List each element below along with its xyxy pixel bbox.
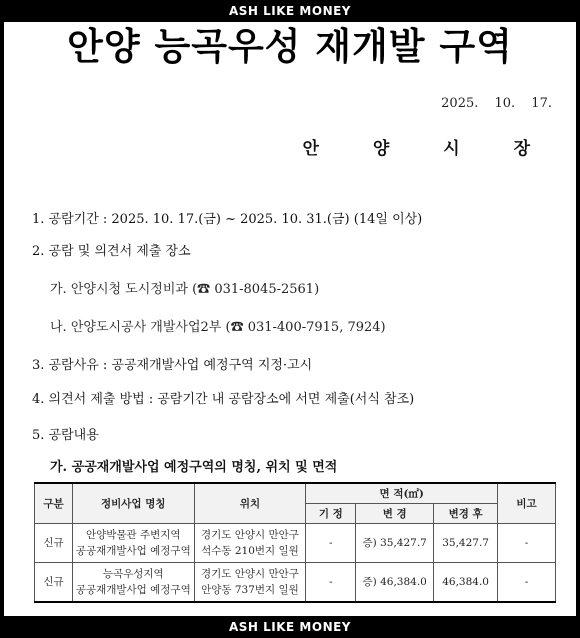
item-place-b: 나. 안양도시공사 개발사업2부 (☎ 031-400-7915, 7924): [50, 320, 386, 335]
item-method: 4. 의견서 제출 방법 : 공람기간 내 공람장소에 서면 제출(서식 참조): [32, 392, 415, 407]
item-place-a: 가. 안양시청 도시정비과 (☎ 031-8045-2561): [50, 282, 320, 297]
item-reason: 3. 공람사유 : 공공재개발사업 예정구역 지정·고시: [32, 358, 313, 373]
cell-location: [194, 524, 306, 563]
cell-name-line2: 공공재개발사업 예정구역: [75, 584, 191, 596]
top-banner: ASH LIKE MONEY: [0, 0, 580, 22]
header-after: 변경 후: [434, 504, 498, 524]
cell-name: [72, 524, 194, 563]
cell-after: 46,384.0: [434, 563, 498, 603]
cell-name-line2: 공공재개발사업 예정구역: [75, 545, 191, 557]
cell-location-line2: 석수동 210번지 일원: [201, 545, 299, 557]
cell-name-line1: 안양박물관 주변지역: [85, 529, 181, 541]
header-location: 위치: [194, 483, 306, 524]
cell-name: [72, 563, 194, 603]
cell-existing: -: [306, 524, 356, 563]
cell-change: 증) 35,427.7: [356, 524, 434, 563]
issuer-signature: 안 양 시 장: [302, 139, 554, 159]
header-area: 면 적(㎡): [306, 483, 498, 504]
notice-document: [4, 22, 576, 616]
header-existing: 기 정: [306, 504, 356, 524]
cell-existing: -: [306, 563, 356, 603]
header-change: 변 경: [356, 504, 434, 524]
cell-location-line2: 안양동 737번지 일원: [201, 584, 299, 596]
bottom-banner: ASH LIKE MONEY: [0, 616, 580, 638]
cell-change: 증) 46,384.0: [356, 563, 434, 603]
cell-note: -: [498, 524, 556, 563]
cell-location-line1: 경기도 안양시 만안구: [200, 568, 299, 580]
cell-location-line1: 경기도 안양시 만안구: [200, 529, 299, 541]
cell-name-line1: 능곡우성지역: [102, 568, 164, 580]
header-name: 정비사업 명칭: [72, 483, 194, 524]
zone-table: [34, 482, 556, 603]
item-content-a: 가. 공공재개발사업 예정구역의 명칭, 위치 및 면적: [50, 460, 338, 475]
table-row: [35, 524, 556, 563]
cell-type: 신규: [35, 563, 73, 603]
page-title: 안양 능곡우성 재개발 구역: [67, 25, 513, 68]
header-type: 구분: [35, 483, 73, 524]
table-row: [35, 563, 556, 603]
notice-date: 2025. 10. 17.: [441, 96, 552, 111]
item-period: 1. 공람기간 : 2025. 10. 17.(금) ~ 2025. 10. 31.(금) (14일 이상): [32, 212, 423, 227]
cell-type: 신규: [35, 524, 73, 563]
cell-location: [194, 563, 306, 603]
header-note: 비고: [498, 483, 556, 524]
cell-note: -: [498, 563, 556, 603]
item-content: 5. 공람내용: [32, 428, 99, 443]
item-place-title: 2. 공람 및 의견서 제출 장소: [32, 244, 191, 259]
cell-after: 35,427.7: [434, 524, 498, 563]
